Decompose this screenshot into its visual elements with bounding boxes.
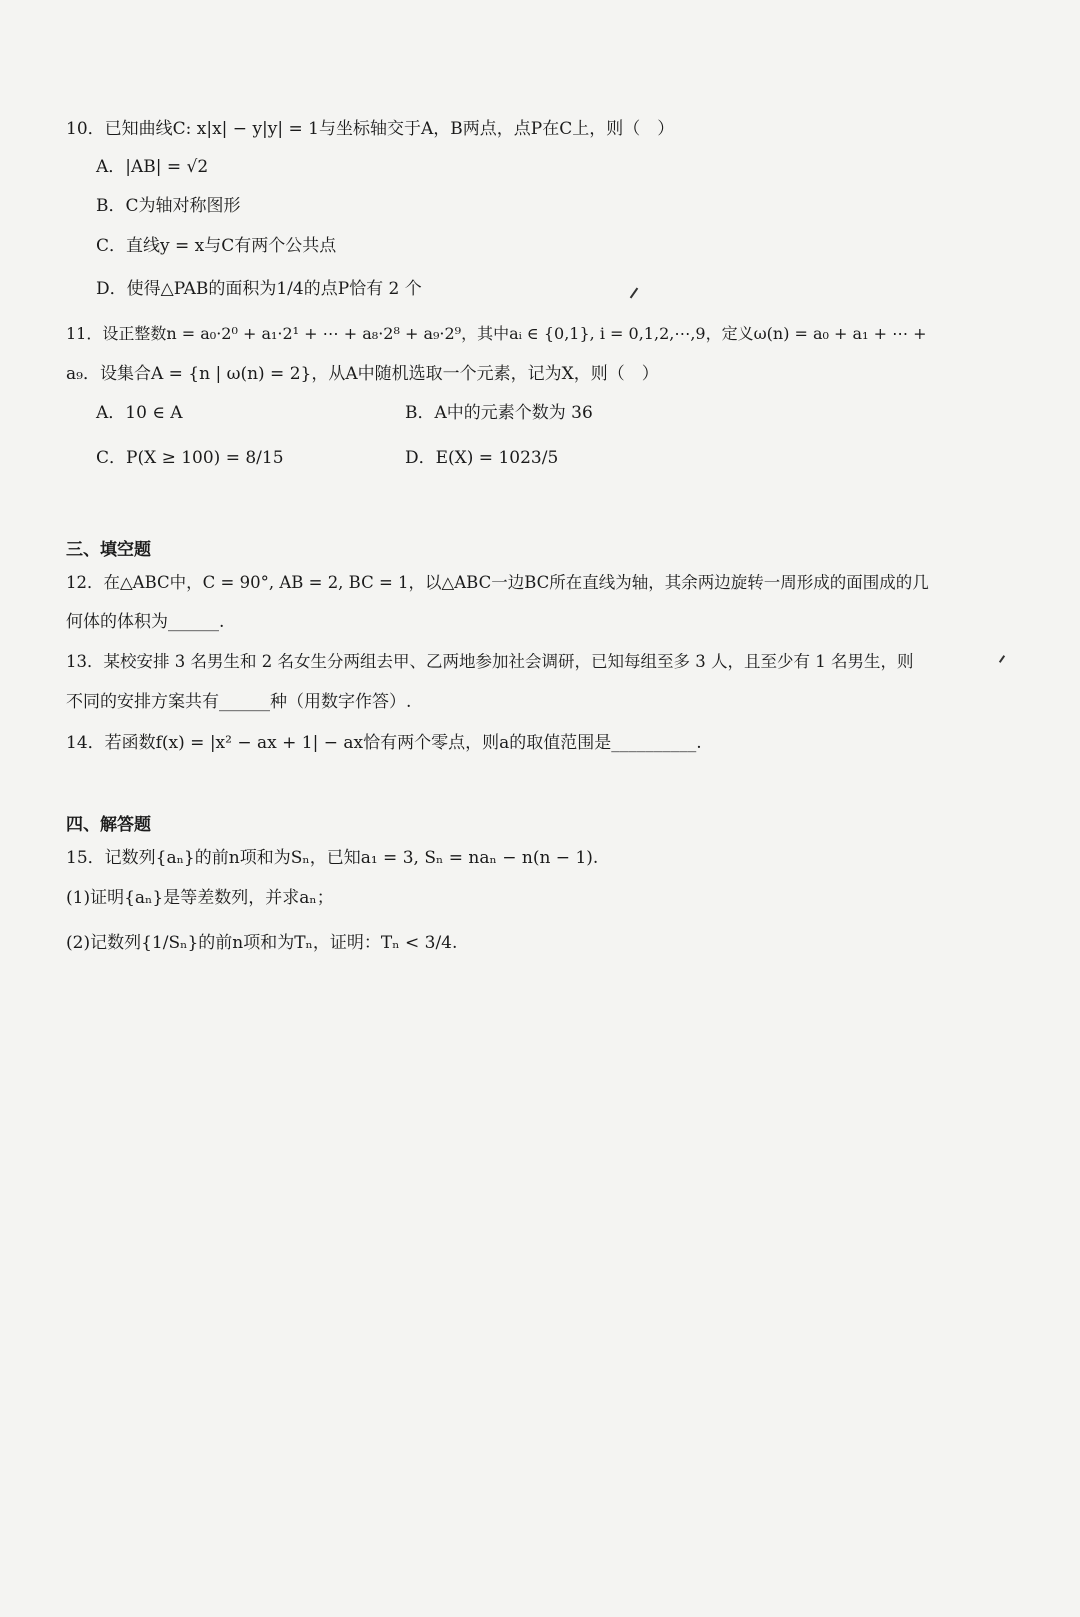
q15-part1: (1)证明{aₙ}是等差数列，并求aₙ； [66, 888, 334, 908]
q10-stem: 10．已知曲线C: x|x| − y|y| = 1与坐标轴交于A，B两点，点P在C上，则（ ） [66, 119, 675, 139]
q11-option-a: A．10 ∈ A [96, 403, 183, 423]
pen-mark [630, 288, 639, 299]
section-heading-answer: 四、解答题 [66, 815, 151, 835]
q12-line1: 12．在△ABC中，C = 90°, AB = 2, BC = 1，以△ABC一边BC所在直线为轴，其余两边旋转一周形成的面围成的几 [66, 573, 929, 592]
q10-option-b: B．C为轴对称图形 [96, 196, 241, 216]
q15-stem: 15．记数列{aₙ}的前n项和为Sₙ，已知a₁ = 3, Sₙ = naₙ − n(n − 1). [66, 848, 599, 868]
q10-option-c: C．直线y = x与C有两个公共点 [96, 236, 337, 256]
q11-stem-line1: 11．设正整数n = a₀·2⁰ + a₁·2¹ + ⋯ + a₈·2⁸ + a₉·2⁹，其中aᵢ ∈ {0,1}, i = 0,1,2,⋯,9，定义ω(n) = a₀ + a₁ + ⋯ + [66, 324, 927, 343]
q13-line1: 13．某校安排 3 名男生和 2 名女生分两组去甲、乙两地参加社会调研，已知每组至多 3 人，且至少有 1 名男生，则 [66, 652, 914, 671]
section-heading-fill-in: 三、填空题 [66, 540, 151, 560]
q11-option-c: C．P(X ≥ 100) = 8/15 [96, 448, 284, 468]
q11-option-d: D．E(X) = 1023/5 [405, 448, 559, 468]
pen-mark [999, 655, 1005, 663]
q13-line2: 不同的安排方案共有______种（用数字作答）. [66, 692, 412, 712]
q14-line1: 14．若函数f(x) = |x² − ax + 1| − ax恰有两个零点，则a的取值范围是__________. [66, 733, 702, 753]
q11-stem-line2: a₉．设集合A = {n | ω(n) = 2}，从A中随机选取一个元素，记为X，则（ ） [66, 364, 659, 384]
q12-line2: 何体的体积为______. [66, 612, 225, 632]
q15-part2: (2)记数列{1/Sₙ}的前n项和为Tₙ，证明：Tₙ < 3/4. [66, 933, 458, 953]
q10-option-a: A．|AB| = √2 [96, 157, 209, 177]
q11-option-b: B．A中的元素个数为 36 [405, 403, 593, 423]
q10-option-d: D．使得△PAB的面积为1/4的点P恰有 2 个 [96, 279, 422, 299]
